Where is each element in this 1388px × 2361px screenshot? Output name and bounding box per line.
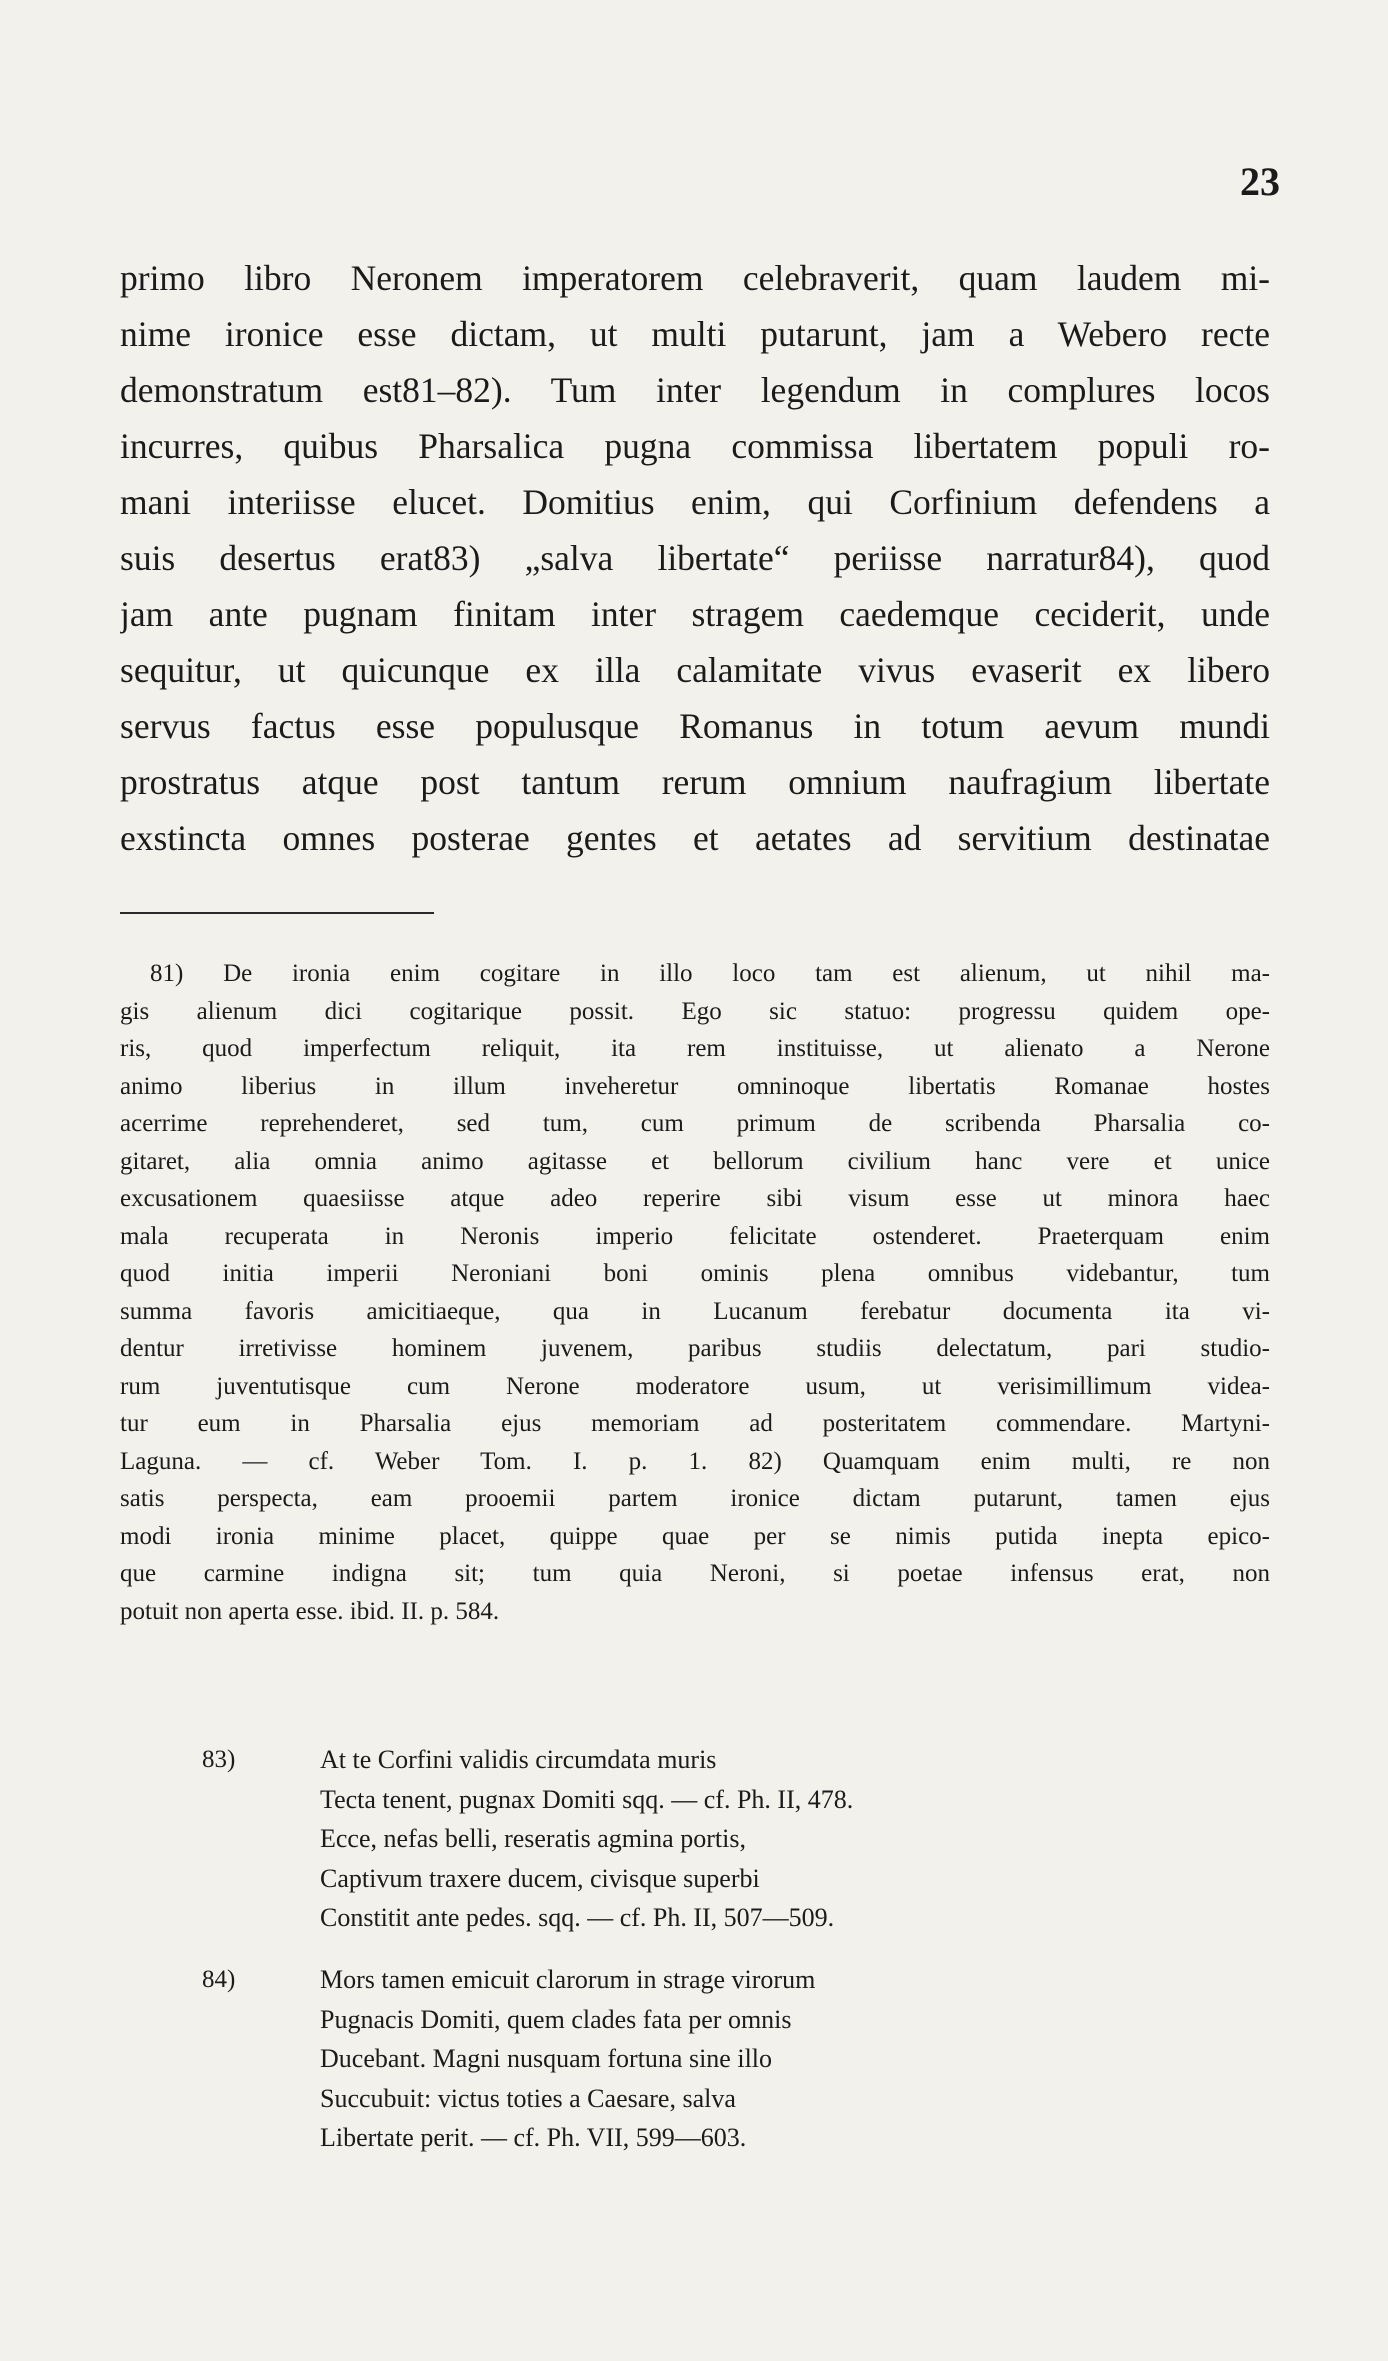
verse-line: Libertate perit. — cf. Ph. VII, 599—603.	[320, 2123, 747, 2152]
footnote-line: potuit non aperta esse. ibid. II. p. 584.	[120, 1597, 500, 1625]
verse-line: At te Corfini validis circumdata muris	[320, 1745, 717, 1774]
footnote-line: tur eum in Pharsalia ejus memoriam ad posteritatem commendare. Martyni-	[120, 1410, 1270, 1437]
body-line: exstincta omnes posterae gentes et aetates ad servitium destinatae	[120, 818, 1270, 858]
footnote-line: gis alienum dici cogitarique possit. Ego sic statuo: progressu quidem ope-	[120, 997, 1270, 1025]
verse-line: Ecce, nefas belli, reseratis agmina portis,	[320, 1824, 746, 1853]
verse-line: Captivum traxere ducem, civisque superbi	[320, 1863, 760, 1893]
footnote-line: 81) De ironia enim cogitare in illo loco tam est alienum, ut nihil ma-	[150, 960, 1270, 987]
footnote-line: quod initia imperii Neroniani boni ominis plena omnibus videbantur, tum	[120, 1260, 1270, 1287]
body-line: servus factus esse populusque Romanus in totum aevum mundi	[120, 706, 1270, 746]
verse-line: Pugnacis Domiti, quem clades fata per omnis	[320, 2004, 792, 2034]
verse-line: Ducebant. Magni nusquam fortuna sine illo	[320, 2044, 773, 2073]
body-line: prostratus atque post tantum rerum omnium naufragium libertate	[120, 762, 1270, 802]
verse-line: Constitit ante pedes. sqq. — cf. Ph. II, 507—509.	[320, 1903, 835, 1932]
footnote-line: gitaret, alia omnia animo agitasse et bellorum civilium hanc vere et unice	[120, 1147, 1270, 1175]
footnote-rule	[120, 912, 434, 914]
body-line: demonstratum est81–82). Tum inter legendum in complures locos	[120, 370, 1270, 410]
body-line: jam ante pugnam finitam inter stragem caedemque ceciderit, unde	[120, 594, 1270, 634]
verse-line: Succubuit: victus toties a Caesare, salva	[320, 2083, 736, 2113]
footnote-label: 83)	[202, 1746, 236, 1773]
body-line: sequitur, ut quicunque ex illa calamitate vivus evaserit ex libero	[120, 650, 1270, 690]
body-line: suis desertus erat83) „salva libertate“ periisse narratur84), quod	[120, 538, 1270, 578]
main-text	[120, 250, 1270, 866]
body-line: mani interiisse elucet. Domitius enim, qui Corfinium defendens a	[120, 482, 1270, 522]
footnote-line: excusationem quaesiisse atque adeo reperire sibi visum esse ut minora haec	[120, 1185, 1270, 1212]
footnote-line: mala recuperata in Neronis imperio felicitate ostenderet. Praeterquam enim	[120, 1222, 1270, 1250]
body-line: incurres, quibus Pharsalica pugna commissa libertatem populi ro-	[120, 426, 1270, 466]
body-line: nime ironice esse dictam, ut multi putarunt, jam a Webero recte	[120, 314, 1270, 354]
footnote-83	[120, 1740, 1270, 1938]
footnote-line: ris, quod imperfectum reliquit, ita rem instituisse, ut alienato a Nerone	[120, 1035, 1270, 1062]
footnotes-81-82	[120, 955, 1270, 1630]
footnote-line: modi ironia minime placet, quippe quae per se nimis putida inepta epico-	[120, 1522, 1270, 1550]
footnote-line: Laguna. — cf. Weber Tom. I. p. 1. 82) Quamquam enim multi, re non	[120, 1447, 1270, 1475]
footnote-label: 84)	[202, 1966, 236, 1993]
footnote-84	[120, 1960, 1270, 2158]
verse-line: Mors tamen emicuit clarorum in strage virorum	[320, 1965, 816, 1994]
footnote-line: dentur irretivisse hominem juvenem, paribus studiis delectatum, pari studio-	[120, 1335, 1270, 1362]
footnote-line: que carmine indigna sit; tum quia Neroni, si poetae infensus erat, non	[120, 1560, 1270, 1587]
footnote-line: acerrime reprehenderet, sed tum, cum primum de scribenda Pharsalia co-	[120, 1110, 1270, 1137]
body-line: primo libro Neronem imperatorem celebraverit, quam laudem mi-	[120, 258, 1270, 298]
page-number: 23	[1240, 159, 1280, 204]
footnote-line: animo liberius in illum inveheretur omninoque libertatis Romanae hostes	[120, 1072, 1270, 1100]
footnote-line: summa favoris amicitiaeque, qua in Lucanum ferebatur documenta ita vi-	[120, 1297, 1270, 1325]
verse-line: Tecta tenent, pugnax Domiti sqq. — cf. Ph. II, 478.	[320, 1784, 854, 1814]
footnote-line: satis perspecta, eam prooemii partem ironice dictam putarunt, tamen ejus	[120, 1485, 1270, 1512]
footnote-line: rum juventutisque cum Nerone moderatore usum, ut verisimillimum videa-	[120, 1372, 1270, 1400]
